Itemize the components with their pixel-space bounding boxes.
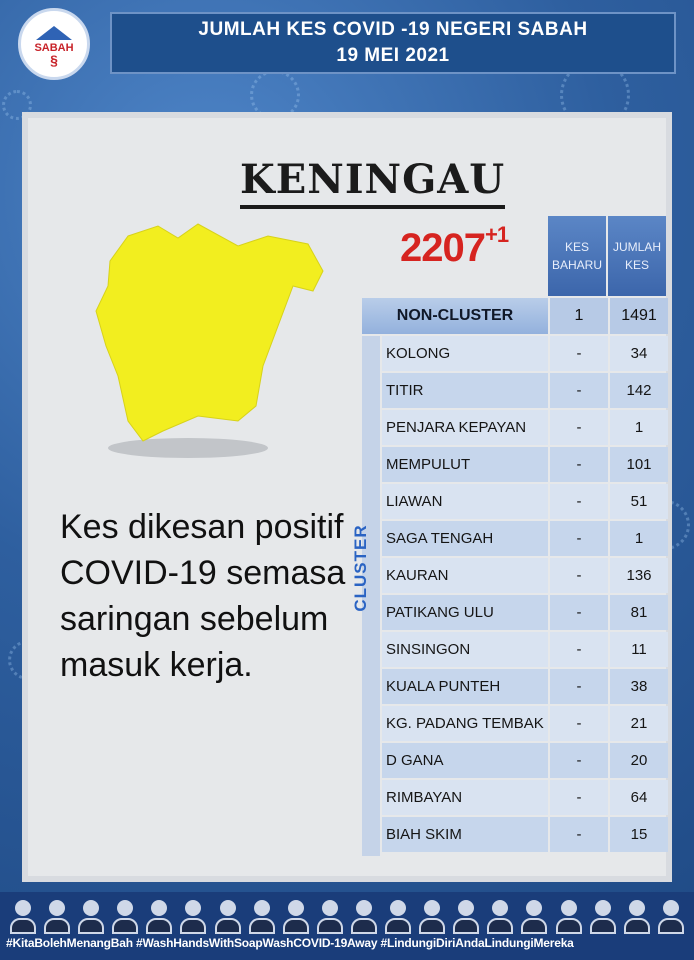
cluster-total-cases: 20 — [610, 743, 668, 778]
cluster-total-cases: 81 — [610, 595, 668, 630]
cluster-name: PENJARA KEPAYAN — [382, 410, 548, 445]
cluster-name: KG. PADANG TEMBAK — [382, 706, 548, 741]
person-icon — [590, 900, 616, 936]
non-cluster-new: 1 — [550, 298, 608, 334]
total-cases — [400, 222, 509, 271]
cluster-new-cases: - — [550, 410, 608, 445]
cluster-total-cases: 1 — [610, 410, 668, 445]
footer-banner — [0, 892, 694, 960]
person-icon — [78, 900, 104, 936]
people-illustration — [10, 896, 684, 936]
table-row — [382, 817, 668, 852]
mountain-icon — [36, 26, 72, 40]
cluster-total-cases: 136 — [610, 558, 668, 593]
cluster-new-cases: - — [550, 558, 608, 593]
cluster-name: D GANA — [382, 743, 548, 778]
cluster-new-cases: - — [550, 336, 608, 371]
table-row — [382, 336, 668, 371]
table-row — [382, 595, 668, 630]
cluster-name: RIMBAYAN — [382, 780, 548, 815]
cluster-new-cases: - — [550, 484, 608, 519]
cluster-new-cases: - — [550, 743, 608, 778]
district-map-icon — [88, 216, 348, 456]
total-increment: +1 — [484, 222, 509, 247]
person-icon — [317, 900, 343, 936]
cluster-name: SAGA TENGAH — [382, 521, 548, 556]
table-row — [382, 780, 668, 815]
cluster-total-cases: 64 — [610, 780, 668, 815]
cluster-new-cases: - — [550, 521, 608, 556]
cluster-name: KOLONG — [382, 336, 548, 371]
cluster-name: KAURAN — [382, 558, 548, 593]
cluster-name: SINSINGON — [382, 632, 548, 667]
cluster-total-cases: 11 — [610, 632, 668, 667]
person-icon — [10, 900, 36, 936]
table-row — [382, 706, 668, 741]
table-row — [382, 743, 668, 778]
person-icon — [419, 900, 445, 936]
cluster-total-cases: 51 — [610, 484, 668, 519]
cluster-new-cases: - — [550, 373, 608, 408]
cluster-total-cases: 15 — [610, 817, 668, 852]
table-row — [382, 521, 668, 556]
district-panel — [22, 112, 672, 882]
cluster-new-cases: - — [550, 669, 608, 704]
person-icon — [453, 900, 479, 936]
non-cluster-label: NON-CLUSTER — [362, 298, 548, 334]
column-header-total: JUMLAH KES — [608, 216, 666, 296]
cluster-new-cases: - — [550, 632, 608, 667]
person-icon — [215, 900, 241, 936]
district-title: KENINGAU — [240, 156, 505, 209]
cluster-name: LIAWAN — [382, 484, 548, 519]
cluster-total-cases: 21 — [610, 706, 668, 741]
cluster-new-cases: - — [550, 817, 608, 852]
cluster-new-cases: - — [550, 706, 608, 741]
cluster-label: CLUSTER — [351, 524, 370, 612]
footer-hashtags: #KitaBolehMenangBah #WashHandsWithSoapWashCOVID-19Away #LindungiDiriAndaLindungiMereka — [6, 936, 574, 950]
cluster-new-cases: - — [550, 780, 608, 815]
non-cluster-row — [362, 298, 668, 334]
person-icon — [351, 900, 377, 936]
person-icon — [112, 900, 138, 936]
person-icon — [624, 900, 650, 936]
cluster-total-cases: 142 — [610, 373, 668, 408]
cluster-name: TITIR — [382, 373, 548, 408]
cluster-new-cases: - — [550, 595, 608, 630]
cluster-total-cases: 38 — [610, 669, 668, 704]
cluster-name: BIAH SKIM — [382, 817, 548, 852]
total-value: 2207 — [400, 226, 485, 270]
table-row — [382, 410, 668, 445]
header-date: 19 MEI 2021 — [336, 45, 450, 66]
cluster-total-cases: 34 — [610, 336, 668, 371]
header-title: JUMLAH KES COVID -19 NEGERI SABAH — [198, 19, 588, 40]
cluster-total-cases: 1 — [610, 521, 668, 556]
table-row — [382, 632, 668, 667]
table-row — [382, 558, 668, 593]
person-icon — [146, 900, 172, 936]
person-icon — [487, 900, 513, 936]
sabah-logo-icon — [18, 8, 90, 80]
cluster-name: PATIKANG ULU — [382, 595, 548, 630]
header-banner — [110, 12, 676, 74]
cluster-name: MEMPULUT — [382, 447, 548, 482]
person-icon — [44, 900, 70, 936]
cluster-table — [382, 336, 668, 854]
person-icon — [180, 900, 206, 936]
table-row — [382, 669, 668, 704]
person-icon — [658, 900, 684, 936]
cluster-total-cases: 101 — [610, 447, 668, 482]
person-icon — [556, 900, 582, 936]
logo-mark-icon: § — [50, 52, 58, 68]
cluster-name: KUALA PUNTEH — [382, 669, 548, 704]
note-text: Kes dikesan positif COVID-19 semasa saringan sebelum masuk kerja. — [60, 508, 346, 684]
table-row — [382, 373, 668, 408]
table-row — [382, 447, 668, 482]
person-icon — [249, 900, 275, 936]
person-icon — [385, 900, 411, 936]
table-row — [382, 484, 668, 519]
column-header-new: KES BAHARU — [548, 216, 606, 296]
person-icon — [521, 900, 547, 936]
person-icon — [283, 900, 309, 936]
cluster-new-cases: - — [550, 447, 608, 482]
logo-text: SABAH — [34, 42, 74, 54]
non-cluster-total: 1491 — [610, 298, 668, 334]
